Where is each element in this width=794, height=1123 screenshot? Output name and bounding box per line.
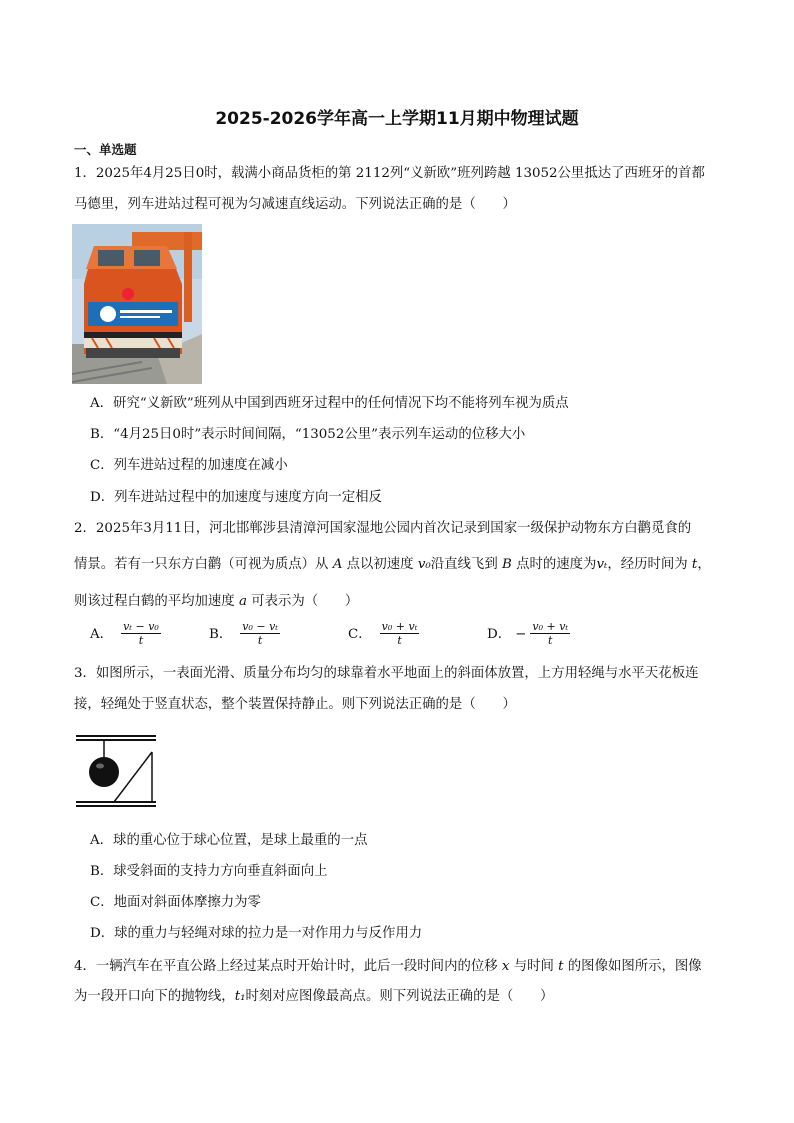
q1-option-d: D．列车进站过程中的加速度与速度方向一定相反 [90,490,382,505]
q3-option-c: C．地面对斜面体摩擦力为零 [90,895,261,910]
section-heading: 一、单选题 [74,142,137,157]
train-photo [72,224,202,384]
q1-stem-line1: 1．2025年4月25日0时，载满小商品货柜的第 2112列“义新欧”班列跨越 13052公里抵达了西班牙的首都 [74,166,705,181]
q3-option-d: D．球的重力与轻绳对球的拉力是一对作用力与反作用力 [90,926,423,941]
q3-stem-line1: 3．如图所示，一表面光滑、质量分布均匀的球靠着水平地面上的斜面体放置，上方用轻绳与水平天花板连 [74,666,699,681]
q3-stem-line2: 接，轻绳处于竖直状态，整个装置保持静止。则下列说法正确的是（ ） [74,697,516,712]
q3-option-b: B．球受斜面的支持力方向垂直斜面向上 [90,864,328,879]
red-flower [122,288,134,300]
ball [89,757,119,787]
q1-option-b: B．“4月25日0时”表示时间间隔，“13052公里”表示列车运动的位移大小 [90,427,526,442]
q2-stem-line2: 情景。若有一只东方白鹳（可视为质点）从 A 点以初速度 v₀沿直线飞到 B 点时的速度为vₜ，经历时间为 t， [74,557,711,572]
fraction: $\frac{\text{v₀ + vₜ}}{t}$ [532,620,569,647]
q2-stem-line1: 2．2025年3月11日，河北邯郸涉县清漳河国家湿地公园内首次记录到国家一级保护动物东方白鹳觅食的 [74,521,692,536]
q1-stem-line2: 马德里，列车进站过程可视为匀减速直线运动。下列说法正确的是（ ） [74,197,516,212]
q2-option-d: D． − $\frac{\text{v₀ + vₜ}}{t}$ [487,620,569,647]
q2-option-b: B． $\frac{\text{v₀ − vₜ}}{t}$ [209,620,278,647]
exam-title: 2025-2026学年高一上学期11月期中物理试题 [215,109,579,129]
q2-option-c: C． $\frac{\text{v₀ + vₜ}}{t}$ [348,620,418,647]
q2-stem-line3: 则该过程白鹤的平均加速度 a 可表示为（ ） [74,594,359,609]
q4-stem-line2: 为一段开口向下的抛物线，t₁时刻对应图像最高点。则下列说法正确的是（ ） [74,989,554,1004]
fraction: $\frac{\text{vₜ − v₀}}{t}$ [123,620,159,647]
q1-option-c: C．列车进站过程的加速度在减小 [90,458,288,473]
q4-stem-line1: 4．一辆汽车在平直公路上经过某点时开始计时，此后一段时间内的位移 x 与时间 t 的图像如图所示，图像 [74,959,702,974]
q1-option-a: A．研究“义新欧”班列从中国到西班牙过程中的任何情况下均不能将列车视为质点 [90,396,569,411]
q2-option-a: A． $\frac{\text{vₜ − v₀}}{t}$ [90,620,159,647]
fraction: $\frac{\text{v₀ + vₜ}}{t}$ [381,620,418,647]
fraction: $\frac{\text{v₀ − vₜ}}{t}$ [242,620,278,647]
q3-option-a: A．球的重心位于球心位置，是球上最重的一点 [90,833,368,848]
ball-incline-diagram [74,732,158,812]
